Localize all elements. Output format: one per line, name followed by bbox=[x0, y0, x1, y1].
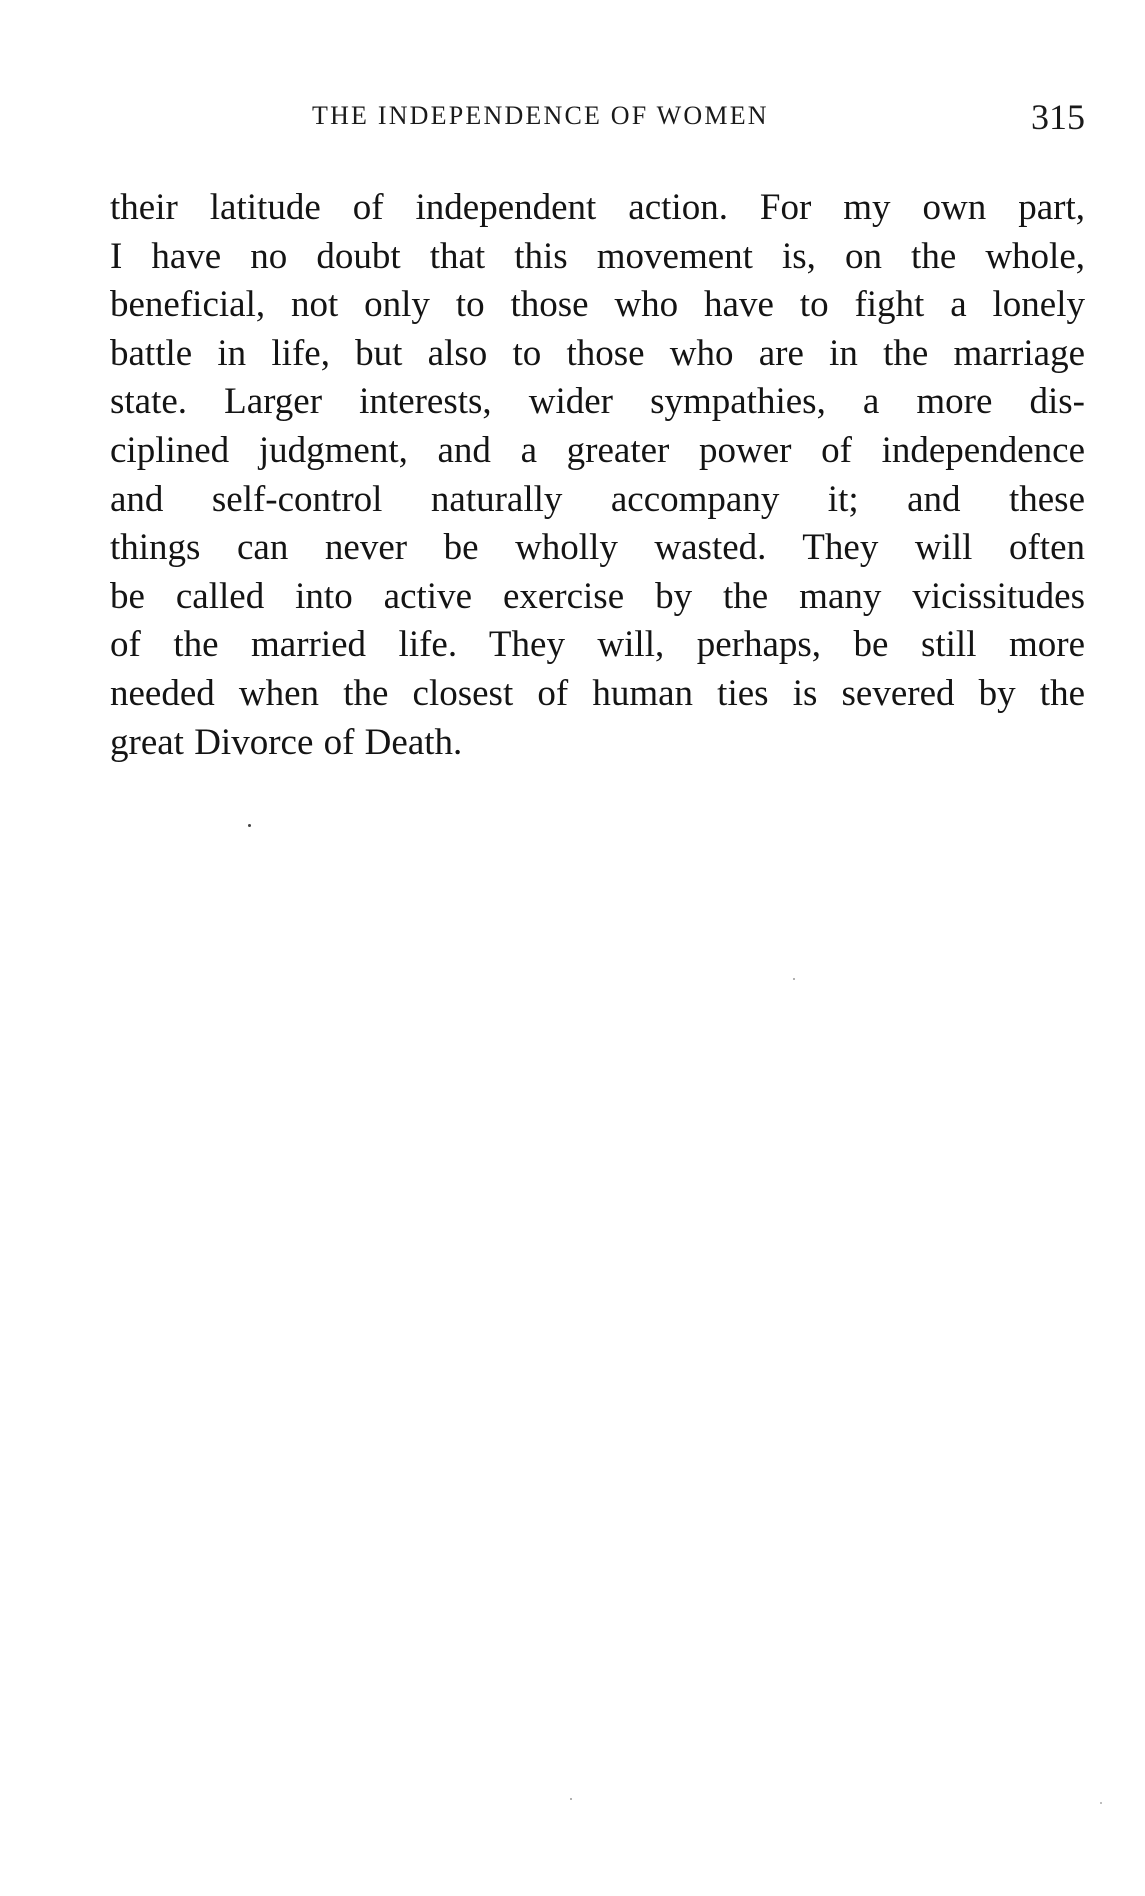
text-line: and self-control naturally accompany it; and these bbox=[110, 478, 1085, 520]
text-line: battle in life, but also to those who are in the marriage bbox=[110, 332, 1085, 374]
page-number: 315 bbox=[1031, 97, 1085, 137]
print-speck bbox=[793, 978, 795, 980]
text-line: things can never be wholly wasted. They will often bbox=[110, 527, 1085, 569]
running-title: THE INDEPENDENCE OF WOMEN bbox=[312, 101, 769, 130]
text-line: great Divorce of Death. bbox=[110, 721, 463, 763]
body-paragraph bbox=[110, 184, 1085, 767]
text-line: of the married life. They will, perhaps, be still more bbox=[110, 624, 1085, 666]
print-speck bbox=[248, 824, 251, 827]
text-line: state. Larger interests, wider sympathies, a more dis- bbox=[110, 381, 1085, 423]
text-line: I have no doubt that this movement is, on the whole, bbox=[110, 235, 1085, 277]
print-speck bbox=[570, 1798, 572, 1800]
text-line: beneficial, not only to those who have to fight a lonely bbox=[110, 284, 1085, 326]
running-head bbox=[110, 96, 1085, 142]
print-speck bbox=[1100, 1802, 1102, 1804]
text-line: be called into active exercise by the many vicissitudes bbox=[110, 575, 1085, 617]
text-line: ciplined judgment, and a greater power of independence bbox=[110, 429, 1085, 471]
text-line: their latitude of independent action. For my own part, bbox=[110, 187, 1085, 228]
text-line: needed when the closest of human ties is severed by the bbox=[110, 672, 1085, 714]
